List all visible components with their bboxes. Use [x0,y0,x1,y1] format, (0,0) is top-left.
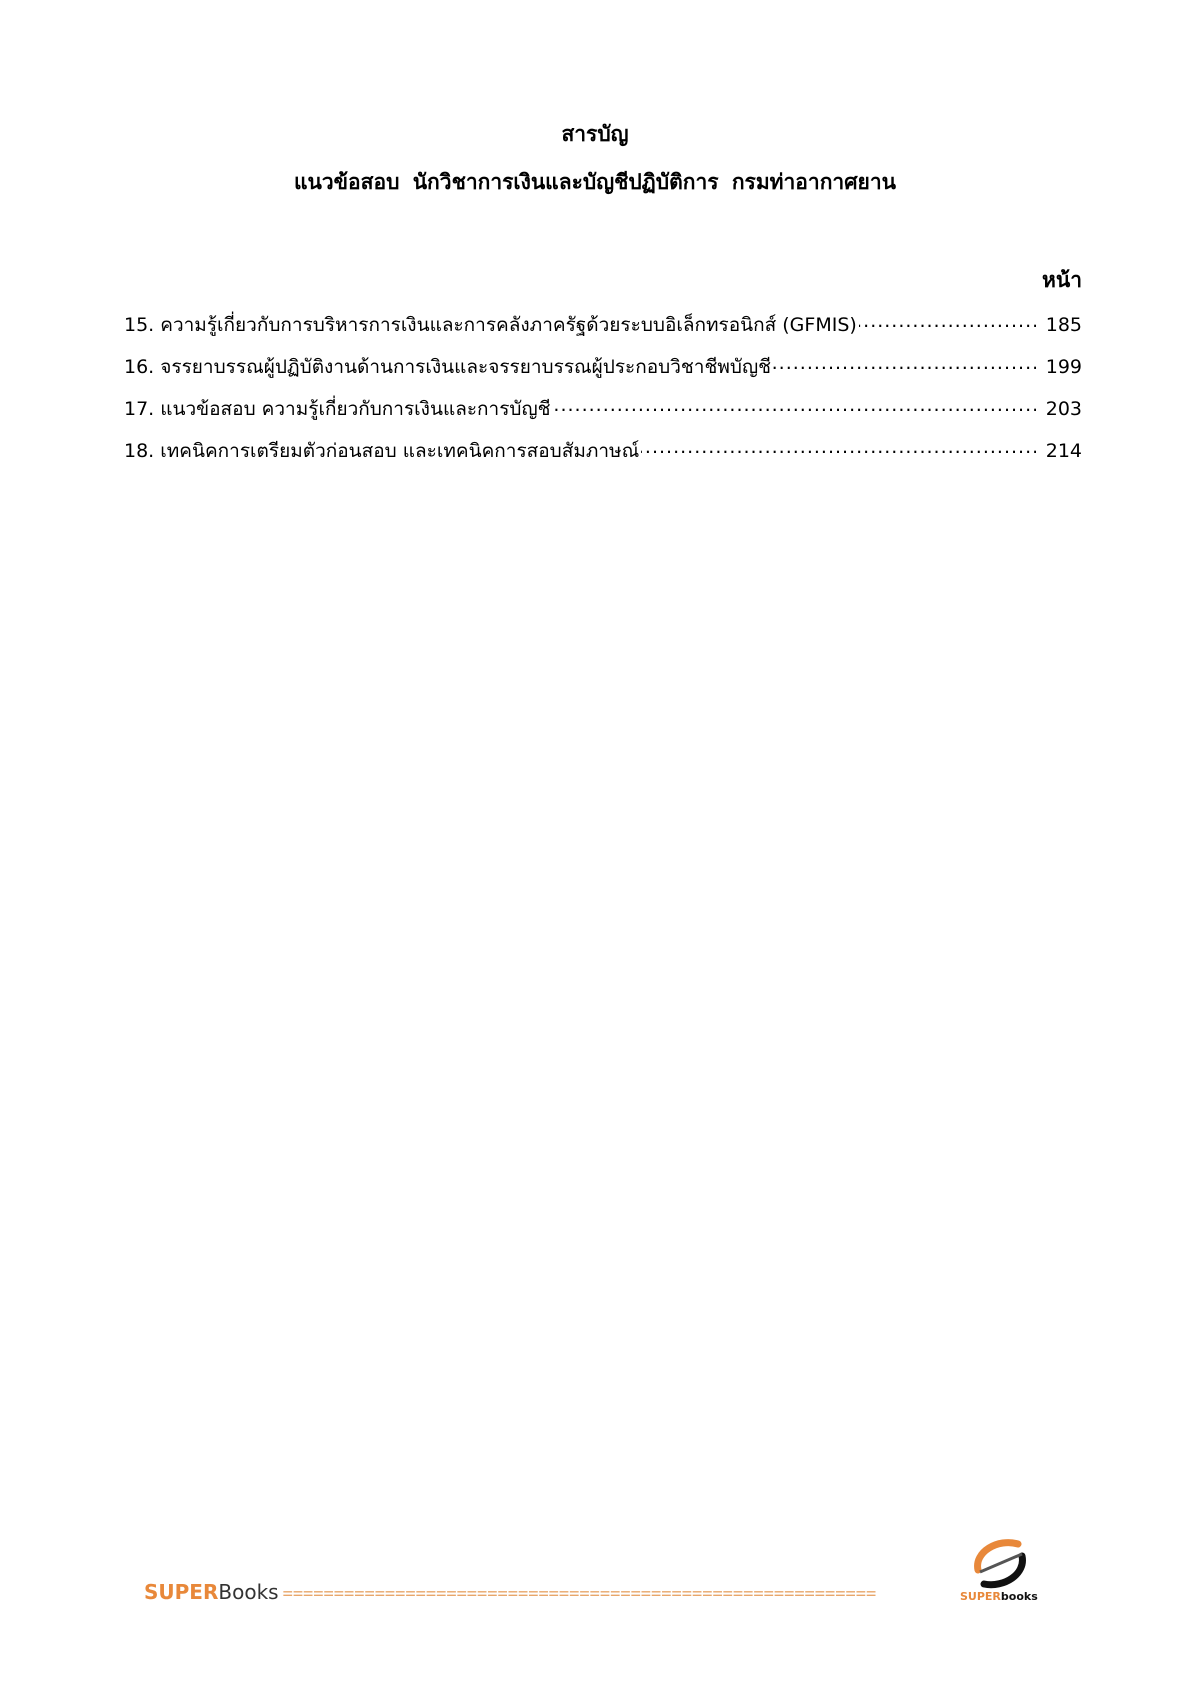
toc-entry-label: 17. แนวข้อสอบ ความรู้เกี่ยวกับการเงินและการบัญชี ..... [124,394,1036,424]
table-of-contents [124,310,1082,478]
page-footer [144,1580,973,1604]
toc-entry-label: 18. เทคนิคการเตรียมตัวก่อนสอบ และเทคนิคการสอบสัมภาษณ์ ..... [124,436,1036,466]
toc-entry-page: 203 [1045,398,1082,420]
page-column-header: หน้า [1042,268,1082,292]
logo-wordmark: SUPERbooks [960,1590,1038,1603]
footer-brand: SUPERBooks [144,1580,279,1604]
footer-rule: ========================================================== [282,1584,877,1604]
toc-entry-16[interactable] [124,352,1082,394]
toc-entry-page: 214 [1045,440,1082,462]
toc-entry-page: 185 [1045,314,1082,336]
toc-entry-label: 15. ความรู้เกี่ยวกับการบริหารการเงินและการคลังภาครัฐด้วยระบบอิเล็กทรอนิกส์ (GFMIS) ..... [124,310,1036,340]
toc-entry-label: 16. จรรยาบรรณผู้ปฏิบัติงานด้านการเงินและจรรยาบรรณผู้ประกอบวิชาชีพบัญชี ..... [124,352,1036,382]
toc-entry-15[interactable] [124,310,1082,352]
toc-entry-17[interactable] [124,394,1082,436]
page-title: สารบัญ [561,122,629,146]
toc-entry-18[interactable] [124,436,1082,478]
page-subtitle: แนวข้อสอบ นักวิชาการเงินและบัญชีปฏิบัติการ กรมท่าอากาศยาน [293,170,897,194]
toc-entry-page: 199 [1045,356,1082,378]
